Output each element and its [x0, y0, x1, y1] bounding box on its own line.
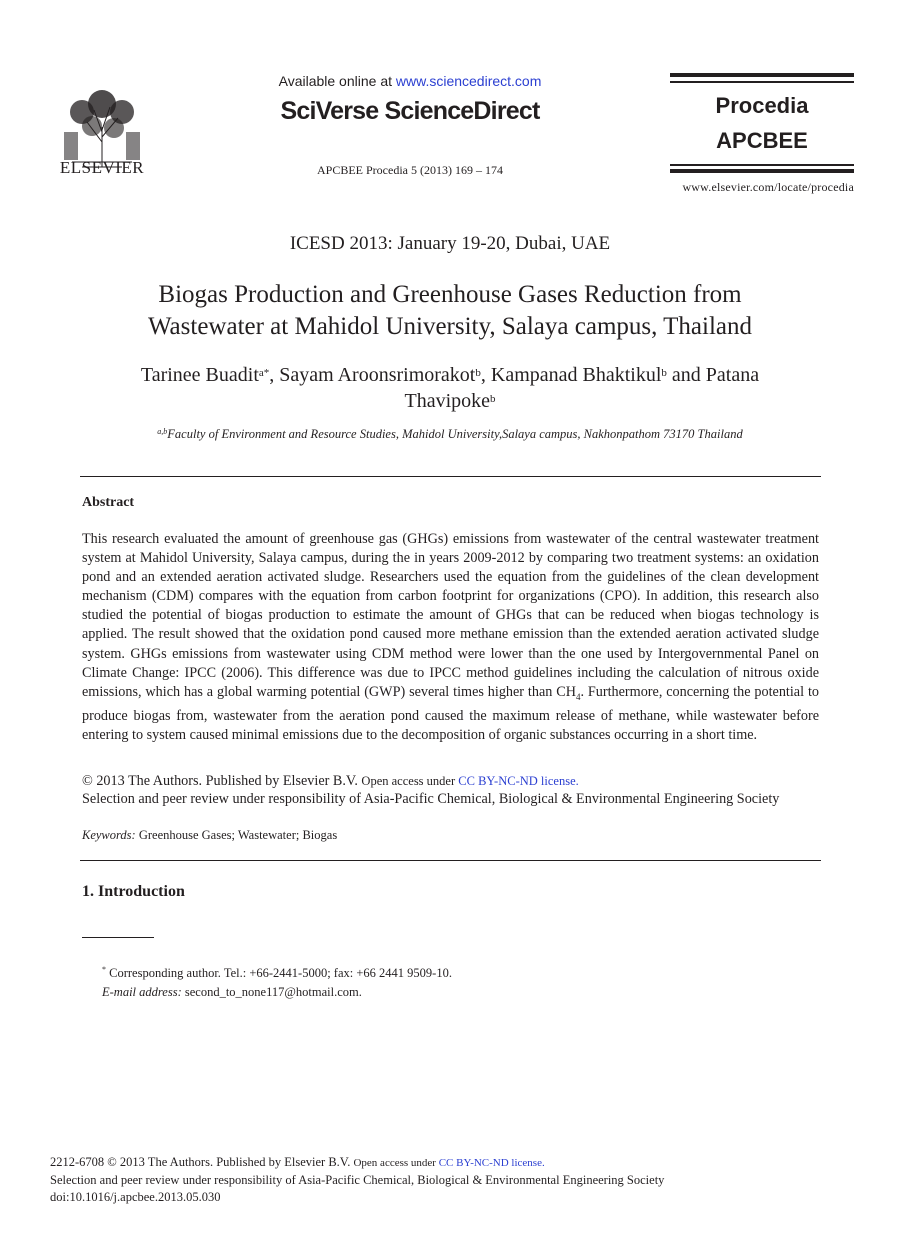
sciverse-sciencedirect-logo: SciVerse ScienceDirect	[280, 97, 540, 125]
affiliation-text: Faculty of Environment and Resource Studies, Mahidol University,Salaya campus, Nakhonpathom 73170 Thailand	[167, 427, 743, 441]
title-line-2: Wastewater at Mahidol University, Salaya campus, Thailand	[147, 313, 753, 340]
section-heading-introduction: 1. Introduction	[82, 883, 185, 900]
abstract-text-part-1: This research evaluated the amount of greenhouse gas (GHGs) emissions from wastewater of the central wastewater treatment system at Mahidol University, Salaya campus, during the in years 2009-2012 by comparing two treatment systems: an oxidation pond and an extended aeration activated sludge. Researchers used the equation from the guidelines of the clean development mechanism (CDM) compares with the equation from carbon footprint for organizations (CPO). In addition, this research also studied the potential of biogas production to estimate the amount of GHGs that can be reduced when biogas technology is applied. The result showed that the oxidation pond caused more methane emission than the extended aeration activated sludge system. GHGs emissions from wastewater using CDM method were lower than the one used by Intergovernmental Panel on Climate Change: IPCC (2006). This difference was due to IPCC method guidelines including the calculation of nitrous oxide emissions, which has a global warming potential (GWP) several times higher than CH	[82, 531, 819, 700]
keywords	[82, 828, 337, 843]
footer-issn-line	[50, 1154, 870, 1172]
email-label: E-mail address:	[102, 985, 182, 1000]
abstract-text	[82, 530, 819, 745]
footer-license-link[interactable]: CC BY-NC-ND license.	[438, 1157, 545, 1169]
logo-bar-top-thin	[670, 81, 854, 83]
abstract-heading: Abstract	[82, 495, 135, 510]
journal-citation: APCBEE Procedia 5 (2013) 169 – 174	[317, 163, 503, 177]
email-line	[102, 983, 802, 1002]
keywords-list: Greenhouse Gases; Wastewater; Biogas	[135, 828, 338, 842]
procedia-journal-logo	[670, 73, 854, 176]
author-separator: and Patana	[666, 364, 760, 386]
corresponding-author	[102, 960, 802, 983]
logo-bar-bottom	[670, 169, 854, 173]
author-separator: ,	[269, 364, 280, 386]
author-affiliation-mark: a*	[258, 367, 270, 379]
author-affiliation-mark: b	[475, 367, 481, 379]
author-name: Kampanad Bhaktikul	[490, 364, 662, 386]
conference-line: ICESD 2013: January 19-20, Dubai, UAE	[289, 233, 611, 254]
footer-peer-review: Selection and peer review under responsibility of Asia-Pacific Chemical, Biological & Environmental Engineering Society	[50, 1173, 665, 1187]
sciencedirect-link[interactable]: www.sciencedirect.com	[395, 73, 542, 89]
author-name: Sayam Aroonsrimorakot	[279, 364, 476, 386]
logo-bar-bottom-thin	[670, 164, 854, 166]
article-title	[80, 279, 820, 343]
page-footer	[50, 1154, 870, 1206]
email-address: second_to_none117@hotmail.com.	[181, 985, 362, 1000]
author-affiliation-mark: b	[490, 393, 496, 405]
elsevier-wordmark: ELSEVIER	[59, 158, 145, 177]
author-separator: ,	[480, 364, 491, 386]
copyright-block	[82, 772, 842, 808]
divider-top	[80, 476, 821, 477]
open-access-text: Open access under	[361, 774, 459, 788]
footer-doi: doi:10.1016/j.apcbee.2013.05.030	[50, 1190, 221, 1204]
available-online-prefix: Available online at	[278, 73, 396, 89]
methane-subscript: 4	[575, 691, 581, 702]
available-online	[230, 73, 590, 89]
journal-name-apcbee: APCBEE	[716, 128, 808, 153]
footer-issn: 2212-6708 © 2013 The Authors. Published by Elsevier B.V.	[50, 1155, 354, 1169]
affiliation	[80, 427, 820, 442]
footnote-marker: *	[102, 965, 106, 974]
divider-bottom	[80, 860, 821, 861]
logo-bar-top	[670, 73, 854, 77]
author-affiliation-mark: b	[661, 367, 667, 379]
footnote-rule	[82, 937, 154, 938]
copyright-text: © 2013 The Authors. Published by Elsevier B.V.	[82, 773, 362, 789]
author-name: Thavipoke	[404, 390, 491, 412]
peer-review-text: Selection and peer review under responsibility of Asia-Pacific Chemical, Biological & Environmental Engineering Society	[82, 791, 780, 807]
author-list	[80, 362, 820, 414]
license-link[interactable]: CC BY-NC-ND license.	[458, 774, 579, 788]
affiliation-mark: a,b	[157, 427, 168, 436]
journal-name-procedia: Procedia	[715, 93, 809, 118]
abstract-text-part-2: . Furthermore, concerning the potential to produce biogas from, wastewater from the aeration pond caused the maximum release of methane, while wastewater before entering to system caused minimal emissions due to the decomposition of organic substances occurring in a short time.	[82, 683, 819, 743]
footnote	[102, 960, 802, 1002]
keywords-label: Keywords:	[82, 828, 136, 842]
footer-open-access: Open access under	[353, 1157, 439, 1169]
journal-url: www.elsevier.com/locate/procedia	[682, 180, 854, 194]
author-name: Tarinee Buadit	[140, 364, 259, 386]
title-line-1: Biogas Production and Greenhouse Gases Reduction from	[158, 281, 742, 308]
corresponding-author-text: Corresponding author. Tel.: +66-2441-5000; fax: +66 2441 9509-10.	[106, 966, 452, 981]
